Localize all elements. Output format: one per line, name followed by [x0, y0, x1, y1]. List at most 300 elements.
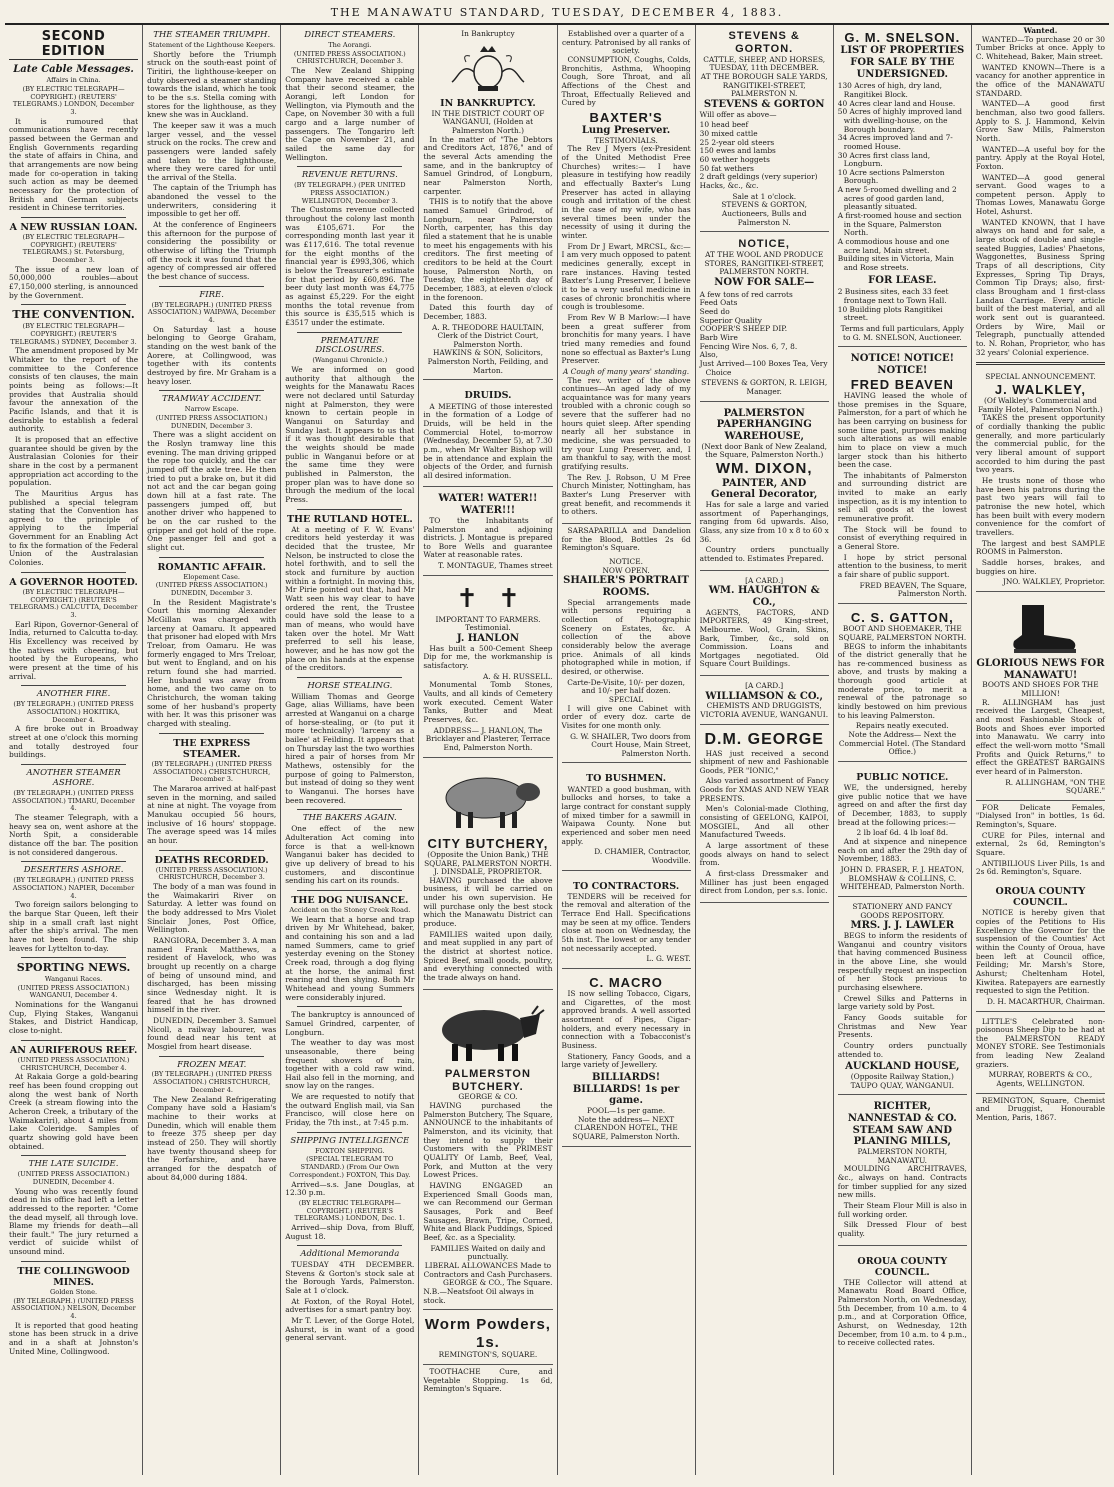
- story-body: At the conference of Engineers this afternoon for the purpose of considering the possibility or otherwise of lifting the Triumph off the rock it was found that the agency of compressed air offered the best chance of success.: [147, 220, 277, 282]
- ad-title: CITY BUTCHERY,: [427, 835, 549, 851]
- column-3: [281, 25, 419, 1475]
- walkley-ad: [976, 370, 1105, 592]
- list-item: 10 head beef: [699, 120, 749, 130]
- ad-subtitle: BOOTS AND SHOES FOR THE MILLION!: [982, 680, 1099, 698]
- ad-subtitle: NOW FOR SALE—: [714, 277, 815, 289]
- ad-body: A large assortment of these goods always on hand to select from.: [699, 841, 829, 868]
- ad-body: Monumental Tomb Stones, Vaults, and all kinds of Cemetery work executed. Cement Water Tanks, Butter and Meat Preserves, &c.: [423, 680, 553, 725]
- wool-stores-ad: [700, 235, 829, 401]
- story-title: AN AURIFEROUS REEF.: [9, 1044, 138, 1056]
- ad-title: Worm Powders, 1s.: [424, 1316, 551, 1351]
- story-meta: (UNITED PRESS ASSOCIATION.) WANGANUI, December 4.: [17, 983, 130, 1000]
- ad-address: ADDRESS— J. HANLON, The Bricklayer and Plasterer, Terrace End, Palmerston North.: [425, 725, 551, 752]
- ad-subtitle: (Next door Bank of New Zealand, the Square, Palmerston North.): [701, 441, 828, 460]
- ad-title: WM. HAUGHTON & CO.,: [708, 585, 820, 608]
- story-title: THE RUTLAND HOTEL.: [286, 513, 413, 525]
- ad-sale-time: Sale at 1 o'clock.: [732, 191, 797, 201]
- testimonials-title: TESTIMONIALS.: [594, 135, 658, 145]
- ad-body: A first-class Dressmaker and Milliner has just been engaged direct from London, per s.s. Ionic.: [699, 869, 829, 896]
- story-subtitle: Wanganui Races.: [44, 975, 103, 984]
- testimonial: The Rev. J. Robson, U M Free Church Minister, Nottingham, has Baxter's Lung Preserver with great benefit, and recommends it to others.: [561, 472, 691, 517]
- remington-ad: CURE for Piles, internal and external, 2s 6d, Remington's Square.: [975, 830, 1105, 858]
- ad-body: Special arrangements made with persons requiring a collection of Photographic Scenery on Estates, &c. A collection of the above considerably below the average price. Animals of all kinds photographed while in motion, if desired, or otherwise.: [561, 597, 691, 676]
- ad-body: CONSUMPTION, Coughs, Colds, Bronchitis, Asthma, Whooping Cough, Sore Throat, and all Affections of the Chest and Throat, Effectually Relieved and Cured by: [561, 54, 691, 108]
- shailer-ad: [562, 555, 691, 764]
- haughton-ad: [700, 574, 829, 677]
- boot-icon: [976, 601, 1105, 655]
- story-body: The New Zealand Refrigerating Company have sold a Hasiam's machine to their works at Dunedin, which will enable them to freeze 375 sheep per day instead of 250. They will shortly have twenty thousand sheep for the Forfarshire, and have arranged for the despatch of about 84,000 during 1884.: [147, 1094, 277, 1182]
- story-body: At Rakaia Gorge a gold-bearing reef has been found cropping out along the west bank of North Creek (a stream flowing into the Acheron Creek, a tributary of the Waimakariri), about 4 miles from Lake Coleridge. Samples of quartz showing gold have been obtained.: [9, 1072, 139, 1151]
- ad-body: WANTED a good bushman, with bullocks and horses, to take a large contract for constant supply of mixed timber for a sawmill in Waipawa County. None but experienced and sober men need apply.: [561, 784, 691, 846]
- lease-list: [838, 288, 967, 323]
- story-body: One effect of the new Adulteration Act coming into force is that a well-known Wanganui baker has decided to give up delivery of bread to his customers, and discontinue sending his cart on its rounds.: [285, 824, 415, 886]
- story-meta: (BY TELEGRAPH.) (UNITED PRESS ASSOCIATION.) TIMARU, December 4.: [12, 788, 135, 813]
- ad-top: Established over a quarter of a century. Patronised by all ranks of society.: [562, 29, 691, 56]
- ad-title: NOTICE,: [738, 238, 790, 251]
- story-title: THE EXPRESS STEAMER.: [173, 737, 251, 760]
- ad-subtitle: Testimonial.: [465, 623, 511, 633]
- ad-families: FAMILIES Waited on daily and punctually.: [430, 1243, 546, 1262]
- section-heading: Wanted.: [1023, 26, 1058, 35]
- contractors-ad: [562, 874, 691, 969]
- list-item: 50 Acres of highly improved land with dwelling-house, on the Borough boundary.: [837, 107, 963, 134]
- ad-signature: G. W. SHAILER, Two doors from Court House, Main Street, Palmerston North.: [570, 731, 691, 758]
- story-title: DEATHS RECORDED.: [154, 854, 269, 866]
- ad-signature: JNO. WALKLEY, Proprietor.: [1002, 577, 1105, 587]
- ad-title: DRUIDS.: [464, 390, 512, 402]
- ad-body: Silk Dressed Flour of best quality.: [837, 1220, 967, 1238]
- ad-signature: A. & H. RUSSELL.: [483, 671, 553, 681]
- ad-body: Their Steam Flour Mill is also in full working order.: [837, 1200, 967, 1219]
- ad-subtitle: BOOT AND SHOEMAKER, THE SQUARE, PALMERSTON NORTH.: [838, 624, 967, 642]
- story-meta: (BY TELEGRAPH.) (UNITED PRESS ASSOCIATION.) CHRISTCHURCH, December 4.: [151, 1070, 272, 1094]
- ad-title: STEVENS & GORTON.: [728, 30, 800, 55]
- baxter-ad: [562, 27, 691, 524]
- story-title: THE STEAMER TRIUMPH.: [153, 30, 271, 40]
- ad-subtitle: (Of Walkley's Commercial and Family Hotel, Palmerston North.): [978, 396, 1103, 414]
- stock-list: [700, 121, 829, 190]
- story-body: The Mauritius Argus has published a special telegram stating that the Convention has agreed to the principle of applying to the Imperial Government for an Enabling Act to fix the formation of the Federal Union of the Australasian Colonies.: [9, 488, 139, 568]
- story-body: TUESDAY 4TH DECEMBER. Stevens & Gorton's stock sale at the Borough Yards, Palmerston. Sale at 1 o'clock.: [285, 1260, 415, 1296]
- list-item: 30 mixed cattle: [699, 129, 758, 138]
- story-meta: (UNITED PRESS ASSOCIATION.) CHRISTCHURCH, December 4.: [17, 1055, 130, 1072]
- story-title: DIRECT STEAMERS.: [304, 30, 396, 40]
- story-meta: (BY ELECTRIC TELEGRAPH—COPYRIGHT.) (REUTERS' TELEGRAMS.) St. Petersburg, December 3.: [22, 232, 125, 265]
- story-title: THE DOG NUISANCE.: [291, 894, 409, 906]
- story-body: At a meeting of F. W. Evans' creditors held yesterday it was decided that the trustee, Mr Nelson, be instructed to close the hotel forthwith, and to sell the stock and furniture by auction within a fortnight. In moving this, Mr Pirie pointed out that, had Mr Watt seen his way clear to have ordered the rent, the Trustee could have sold the lease to a man of means, who would have taken over the hotel. Mr Watt preferred to sell his lease, however, and he has now got the place on his hands at the expense of the creditors.: [285, 524, 415, 673]
- list-item: 50 fat wethers: [699, 163, 754, 173]
- story-title: THE BAKERS AGAIN.: [302, 813, 397, 824]
- story-title: FIRE.: [199, 289, 224, 300]
- story-body: The issue of a new loan of 50,000,000 roubles—about £7,150,000 sterling, is announced by the Government.: [9, 264, 139, 300]
- ad-title: TO BUSHMEN.: [586, 773, 667, 785]
- edition-title: SECOND EDITION: [9, 29, 138, 60]
- story-body: We are requested to notify that the outward English mail, via San Francisco, will close here on Friday, the 7th inst., at 7:45 p.m.: [285, 1092, 415, 1128]
- ad-body: Country orders punctually attended to.: [837, 1040, 967, 1059]
- druids-ad: [423, 383, 552, 487]
- sheep-icon: [423, 768, 552, 832]
- testimonial: From Rev W B Marlow:—I have been a great sufferer from bronchitis for many years. I have tried many remedies and found none so effectual as Baxter's Lung Preserver.: [561, 312, 691, 366]
- ad-prices: Carte-De-Visite, 10/- per dozen, and 10/- per half dozen.: [567, 677, 685, 696]
- ad-signature: D. CHAMIER, Contractor, Woodville.: [594, 847, 691, 865]
- story-title: FROZEN MEAT.: [177, 1059, 247, 1070]
- ad-body: Fancy Goods suitable for Christmas and New Year Presents.: [837, 1012, 967, 1040]
- story-title: Affairs in China.: [46, 76, 101, 85]
- list-item: Barb Wire: [699, 333, 738, 343]
- ad-title: MRS. J. J. LAWLER: [850, 920, 955, 932]
- story-body: The steamer Telegraph, with a heavy sea on, went ashore at the North Spit, a considerable distance off the bar. The position is not considered dangerous.: [9, 812, 139, 857]
- ad-subtitle: REMINGTON'S, SQUARE.: [438, 1350, 538, 1360]
- ad-subtitle: (Opposite the Union Bank,) THE SQUARE, PALMERSTON NORTH.: [424, 849, 552, 868]
- ad-pool: POOL—1s per game.: [587, 1106, 666, 1116]
- story-title: DESERTERS ASHORE.: [23, 865, 124, 876]
- property-list: [838, 82, 967, 272]
- card-label: [A CARD.]: [745, 681, 784, 691]
- remington-ad: REMINGTON, Square, Chemist and Druggist, Honourable Mention, Paris, 1867.: [975, 1095, 1105, 1123]
- ad-location: AT THE BOROUGH SALE YARDS, RANGITIKEI-STREET, PALMERSTON N.: [700, 72, 828, 99]
- card-label: [A CARD.]: [745, 575, 784, 585]
- story-body: Arrived—ship Dova, from Bluff, August 18.: [285, 1222, 415, 1241]
- masthead: THE MANAWATU STANDARD, TUESDAY, DECEMBER 4, 1883.: [5, 4, 1109, 25]
- court-name: IN THE DISTRICT COURT OF WANGANUI, (Holden at Palmerston North.): [431, 108, 545, 136]
- story-meta: (Wanganui Chronicle.): [312, 356, 388, 365]
- story-title: SPORTING NEWS.: [16, 961, 131, 975]
- ad-billiards: BILLIARDS! BILLIARDS! 1s per game.: [572, 1071, 680, 1107]
- allingham-ad: [976, 595, 1105, 801]
- lawler-ad: [838, 900, 967, 1095]
- remington-ad: FOR Delicate Females, "Dialysed Iron" in bottles, 1s 6d. Remington's, Square.: [975, 802, 1105, 830]
- list-item: A new 5-roomed dwelling and 2 acres of good garden land, pleasantly situated.: [837, 185, 957, 212]
- notice-title: IN BANKRUPTCY.: [440, 97, 536, 109]
- story-title: ANOTHER STEAMER ASHORE.: [26, 767, 121, 788]
- story-subtitle: Elopement Case.: [183, 572, 240, 581]
- list-item: Hacks, &c., &c.: [699, 180, 759, 190]
- story-body: The Mararoa arrived at half-past seven in the morning, and sailed at nine at night. The voyage from Manukau occupied 56 hours, inclusive of 16 hours' stoppage. The average speed was 14 miles an hour.: [147, 783, 277, 845]
- bushmen-ad: [562, 766, 691, 870]
- oroua-petition-ad: [976, 879, 1105, 1011]
- list-item: COOPER'S SHEEP DIP.: [699, 324, 788, 334]
- lease-title: FOR LEASE.: [868, 274, 937, 286]
- story-body: DUNEDIN, December 3. Samuel Nicoll, a railway labourer, was found dead near his tent at Mosgiel from heart disease.: [147, 1015, 277, 1051]
- ad-offer: Will offer as above—: [699, 109, 777, 119]
- ad-trade: PAINTER, AND General Decorator,: [710, 477, 818, 501]
- wanted-ad: WANTED—A useful boy for the pantry. Apply at the Royal Hotel, Foxton.: [975, 144, 1105, 171]
- ad-signature: STEVENS & GORTON, R. LEIGH, Manager.: [701, 378, 828, 396]
- ad-repairs: Repairs neatly executed.: [855, 721, 949, 731]
- ad-proprietor: J. DINSDALE, PROPRIETOR.: [433, 867, 542, 877]
- column-5: [558, 25, 696, 1475]
- stevens-gorton-ad: [700, 27, 829, 232]
- ad-location: AT THE WOOL AND PRODUCE STORES, RANGITIKEI-STREET, PALMERSTON NORTH.: [704, 250, 824, 277]
- ad-body: I will give one Cabinet with order of every doz. carte de Visites for one month only.: [561, 703, 691, 730]
- ad-signature: T. MONTAGUE, Thames street: [438, 561, 553, 571]
- remington-ad: ANTIBILIOUS Liver Pills, 1s and 2s 6d. Remington's, Square.: [975, 858, 1105, 877]
- story-body: It is proposed that an effective guarantee should be given by the Australasian Colonies for their share in the cost by a permanent appropriation act according to the population.: [9, 434, 139, 488]
- ad-title: G. M. SNELSON.: [844, 30, 961, 45]
- ad-body: NOTICE is hereby given that copies of the Petitions to His Excellency the Governor for the suspension of the Counties' Act within the County of Oroua, have been left at Council office, Feilding; Mr. Marsh's Store, Ashurst; Cheltenham Hotel, Kiwitea. Ratepayers are earnestly requested to sign the Petition.: [975, 908, 1105, 996]
- list-item: A few tons of red carrots: [699, 289, 793, 299]
- ad-body: HAVING purchased the above business, it will be carried on under his own supervision. He will purchase only the best stock which the Manawatu District can produce.: [423, 875, 553, 929]
- ad-address: Note the Address— Next the Commercial Hotel. (The Standard Office.): [838, 730, 966, 757]
- ad-signature: FRED BEAVEN, The Square, Palmerston North.: [859, 580, 967, 599]
- list-item: Also,: [699, 350, 718, 360]
- story-title: THE COLLINGWOOD MINES.: [17, 1265, 130, 1288]
- story-body: At Foxton, of the Royal Hotel, advertises for a smart pantry boy.: [285, 1296, 415, 1315]
- wanted-ad: WANTED—To purchase 20 or 30 Tumber Bricks at once. Apply to C. Whitehead, Baker, Main street.: [975, 34, 1105, 61]
- story-body: Mr T. Lever, of the Gorge Hotel, Ashurst, is in want of a good general servant.: [285, 1316, 415, 1343]
- notice-body: In the matter of "The Debtors and Creditors Act, 1876," and of the several Acts amending the same, and in the bankruptcy of Samuel Grindrod, of Longburn, near Palmerston North, carpenter.: [423, 134, 553, 196]
- story-meta: (BY TELEGRAPH.) (UNITED PRESS ASSOCIATION.) NELSON, December 4.: [11, 1296, 136, 1321]
- story-body: A fire broke out in Broadway street at one o'clock this morning and totally destroyed four buildings.: [9, 724, 139, 760]
- ad-title: WATER! WATER!! WATER!!!: [438, 493, 538, 517]
- story-meta: (BY TELEGRAPH.) (UNITED PRESS ASSOCIATION.) HOKITIKA, December 4.: [13, 700, 134, 724]
- story-title: ROMANTIC AFFAIR.: [157, 561, 266, 573]
- list-item: 60 wether hoggets: [699, 154, 770, 164]
- ad-body: I hope by strict personal attention to the business, to merit a fair share of public support.: [837, 552, 967, 580]
- ad-special: SPECIAL: [608, 694, 644, 704]
- story-title: THE CONVENTION.: [12, 308, 135, 322]
- ad-names: GEORGE & CO.: [458, 1092, 518, 1102]
- wanted-ad: WANTED KNOWN, that I have always on hand and for sale, a large stock of double and single-seated Buggies, Ladies' Phaetons, Waggonettes, Business Spring Traps of all descriptions, City Expresses, Spring Tip Drays, Common Tip Drays; also, first-class Brougham and 1 first-class Landau Carriage. Every article built of the best material, and all work sent out is guaranteed. Orders by Wire, Mail or Telegraph, punctually attended to. N. Rohan, Proprietor, who has 32 years' Colonial experience.: [975, 217, 1105, 357]
- ad-body: MOULDING ARCHITRAVES, &c., always on hand. Contracts for timber supplied for any sized new mills.: [837, 1164, 967, 1200]
- column-4: [419, 25, 557, 1475]
- story-meta: (BY TELEGRAPH.) (PER UNITED PRESS ASSOCIATION.) WELLINGTON, December 3.: [294, 181, 406, 205]
- story-subtitle: The Aorangi.: [328, 40, 372, 49]
- ad-body: BEGS to inform the inhabitants of the district generally that he has re-commenced business as above, and trusts by making a thorough good article at moderate price, to merit a renewal of the patronage so kindly bestowed on him previous to his leaving Palmerston.: [837, 641, 967, 720]
- public-notice: [838, 765, 967, 897]
- ad-subtitle: STATIONERY AND FANCY GOODS REPOSITORY.: [852, 902, 953, 920]
- list-item: 10 Acre sections Palmerston Borough.: [837, 167, 945, 186]
- ad-body: HAVING ENGAGED an Experienced Small Goods man, we can Recommend our German Sausages, Pork and Beef Sausages, Brawn, Tripe, Corned, White and Black Puddings, Spiced Beef, &c. as a Speciality.: [423, 1180, 553, 1242]
- ad-subtitle: CATTLE, SHEEP, AND HORSES, TUESDAY, 11th DECEMBER.: [703, 54, 826, 73]
- ad-signature: GEORGE & CO., The Square.: [443, 1278, 553, 1288]
- ad-signature: R. ALLINGHAM, "ON THE SQUARE.": [1005, 777, 1105, 796]
- story-body: It is reported that good heating stone has been struck in a drive and in a shaft at Johnston's United Mine, Collingwood.: [9, 1320, 139, 1356]
- story-meta: (BY ELECTRIC TELEGRAPH—COPYRIGHT.) (REUTER'S TELEGRAMS.) SYDNEY, December 3.: [10, 322, 137, 346]
- ad-location: PALMERSTON NORTH, MANAWATU.: [857, 1146, 948, 1165]
- story-body: Two foreign sailors belonging to the barque Star Queen, left their ship in a small craft last night after the ship's arrival. The men have not been found. The ship leaves for Lyttelton to-day.: [9, 900, 139, 953]
- column-6: [696, 25, 834, 1475]
- story-body: The body of a man was found in the Waimakariri River on Saturday. A letter was found on the body addressed to Mrs Violet Sinclair Jones, Post Office, Wellington.: [147, 882, 277, 935]
- ad-store: AUCKLAND HOUSE,: [845, 1061, 960, 1073]
- notice-body: And at sixpence and ninepence each on and after the 29th day of November, 1883.: [837, 837, 967, 864]
- story-title: TRAMWAY ACCIDENT.: [161, 394, 262, 405]
- ad-title: WILLIAMSON & CO.,: [705, 690, 823, 702]
- ad-body: The Stock will be found to consist of everything required in a General Store.: [837, 524, 967, 552]
- ad-body: THE Collector will attend at Manawatu Road Board Office, Palmerston North, on Wednesday, 5th December, from 10 a.m. to 4 p.m., and at Corporation Office, Ashurst, on Wednesday, 12th December, from 10 a.m. to 4 p.m., to receive collected rates.: [837, 1277, 967, 1348]
- story-body: We are informed on good authority that although the weights for the Manawatu Races were not declared until Saturday night at Palmerston, they were known to certain people in Wanganui on Saturday and Sunday last. It appears to us that if it was thought desirable that the weights should be made public in Wanganui before or at the same time they were published in Palmerston, the proper plan was to have done so through the medium of the local Press.: [285, 365, 415, 504]
- list-item: 10 Building plots Rangitikei street.: [837, 304, 943, 323]
- ad-title: C. MACRO: [589, 974, 663, 990]
- notice-body: THIS is to notify that the above named Samuel Grindrod, of Longburn, near Palmerston North, carpenter, has this day filed a statement that he is unable to meet his engagements with his creditors. The first meeting of creditors to be held at the Court house, Palmerston North, on Tuesday, the eighteenth day of December, 1883, at eleven o'clock in the forenoon.: [423, 197, 553, 302]
- ad-body: TO the Inhabitants of Palmerston and adjoining districts. J. Montague is prepared to Bore Wells and guarantee Water at reasonable rates.: [423, 515, 553, 560]
- story-meta: (SPECIAL TELEGRAM TO STANDARD.) (From Our Own Correspondent.) FOXTON, This Day.: [289, 1155, 411, 1179]
- column-7: [834, 25, 972, 1475]
- ad-heading: SPECIAL ANNOUNCEMENT.: [985, 372, 1096, 382]
- notice-label: NOTICE.: [609, 556, 643, 566]
- ad-body: TAKES the present opportunity of cordially thanking the public generally, and more particularly the commercial public, for the very liberal amount of support accorded to him during the past two years.: [975, 413, 1105, 475]
- story-body: The captain of the Triumph has abandoned the vessel to the underwriters, considering it impossible to get her off.: [147, 183, 277, 219]
- ad-signature: L. G. WEST.: [646, 954, 691, 964]
- story-body: The New Zealand Shipping Company have received a cable that their second steamer, the Aorangi, left London for Wellington, via Plymouth and the Cape, on November 30 with a full cargo and a large number of passengers. The Tongariro left the Cape on November 21, and sailed the same day for Wellington.: [285, 66, 415, 162]
- story-body: We learn that a horse and trap driven by Mr Whitehead, baker, and containing his son and a lad named Summers, came to grief yesterday evening on the Stoney Creek road, through a dog flying at the horse, the animal first rearing and then shying. Both Mr Whitehead and young Summers were considerably injured.: [285, 914, 415, 1002]
- story-body: The keeper saw it was a much larger vessel, and the vessel struck on the rocks. The crew and passengers were landed safely and taken to the lighthouse, where they were cared for until the arrival of the Stella.: [147, 120, 277, 182]
- list-item: 150 ewes and lambs: [699, 146, 776, 156]
- story-body: Nominations for the Wanganui Cup, Flying Stakes, Wanganui Stakes, and District Handicap, close to-night.: [9, 1000, 139, 1036]
- notice-solicitors: HAWKINS & SON, Solicitors, Palmerston North, Feilding, and Marton.: [427, 348, 549, 375]
- ad-body: AGENTS, FACTORS, AND IMPORTERS, 49 King-street, Melbourne. Wool, Grain, Skins, Bark, Timber, &c., sold on Commission. Loans and Mortgages negotiated. Old Square Court Buildings.: [699, 607, 829, 669]
- ad-body: HAVING leased the whole of those premises in the Square, Palmerston, for a part of which he has been carrying on business for some time past, purposes making such alterations as will enable him to place on view a much larger stock than his hitherto been the case.: [837, 390, 967, 470]
- ad-title: TO CONTRACTORS.: [572, 880, 680, 892]
- ad-title: OROUA COUNTY COUNCIL.: [995, 886, 1086, 909]
- story-title: A NEW RUSSIAN LOAN.: [9, 221, 138, 233]
- story-title: A GOVERNOR HOOTED.: [9, 576, 138, 588]
- story-body: RANGIORA, December 3. A man named Frank Matthews, a resident of Havelock, who was brought up recently on a charge of being of unsound mind, and discharged, has been missing since Wednesday night. It is feared that he has drowned himself in the river.: [147, 936, 277, 1015]
- list-item: 30 Acres first class land, Longburn.: [837, 150, 931, 169]
- list-item: 34 Acres improved land and 7-roomed House.: [837, 133, 953, 151]
- list-item: 130 Acres of high, dry land, Rangitikei Block.: [837, 81, 942, 99]
- now-open: NOW OPEN.: [602, 565, 650, 575]
- bull-icon: [423, 1000, 552, 1064]
- list-item: 25 2-year old steers: [699, 137, 775, 147]
- ad-address: (Opposite Railway Station,) TAUPO QUAY, WANGANUI.: [850, 1071, 955, 1090]
- story-subtitle: Narrow Escape.: [184, 405, 239, 414]
- snelson-ad: [838, 27, 967, 347]
- story-meta: (UNITED PRESS ASSOCIATION.) DUNEDIN, December 3.: [155, 413, 268, 430]
- story-body: Arrived—s.s. Jane Douglas, at 12.30 p.m.: [285, 1179, 415, 1198]
- story-subtitle: Statement of the Lighthouse Keepers.: [148, 40, 276, 49]
- toothache-ad: TOOTHACHE Cure, and Vegetable Stopping. 1s 6d, Remington's Square.: [423, 1366, 553, 1394]
- list-item: Seed do: [699, 307, 730, 317]
- ad-body: The largest and best SAMPLE ROOMS in Palmerston.: [975, 538, 1105, 557]
- ad-body: HAS just received a second shipment of new and Fashionable Goods, PER "IONIC,": [699, 748, 829, 775]
- ad-name: STEVENS & GORTON: [703, 99, 825, 110]
- story-body: Young who was recently found dead in his office had left a letter addressed to the reporter. "Come the dead myself, all through love. Blame my friends for death—all their fault." The jury returned a verdict of suicide whilst of unsound mind.: [9, 1186, 139, 1257]
- gatton-ad: [838, 607, 967, 762]
- ad-body: IS now selling Tobacco, Cigars, and Cigarettes, of the most approved brands. A well assorted assortment of Pipes, Cigar-holders, and every necessary in connection with a Tobacconist's Business.: [561, 989, 691, 1050]
- story-body: William Thomas and George Gage, alias Williams, have been arrested at Wanganui on a charge of horse-stealing, or (to put it more technically) 'larceny as a bailee' at Feilding. It appears that on Thursday last the two worthies hired a pair of horses from Mr Mathews, ostensibly for the purpose of going to Palmerston, but instead of doing so they went to Wanganui. The horses have been recovered.: [285, 691, 415, 805]
- story-body: The bankruptcy is announced of Samuel Grindred, carpenter, of Longburn.: [285, 1010, 415, 1037]
- story-body: There was a slight accident on the Roslyn tramway line this evening. The man driving gripped the rope too quickly, and the car jumped off the axle tree. He then tried to put a brake on, but it did not act and the car began going down hill at a fast rate. The passengers jumped off, but another driver who happened to be on the car rushed to the gripper and got hold of the rope. One passenger fell and got a slight cut.: [147, 430, 277, 552]
- story-body: The amendment proposed by Mr Whitaker to the report of the committee to the Conference consists of ten clauses, the main points being as follows:—It provides that Australia should favour the annexation of the Pacific Islands, and that it is desirable to establish a federal authority.: [9, 346, 139, 434]
- columns: [5, 25, 1109, 1475]
- story-meta: (UNITED PRESS ASSOCIATION.) CHRISTCHURCH, December 3.: [293, 49, 406, 66]
- ad-address: Note the address— NEXT CLARENDON HOTEL, THE SQUARE, Palmerston North.: [572, 1114, 680, 1141]
- ad-title: J. WALKLEY,: [994, 381, 1087, 397]
- ad-body: HAVING purchased the Palmerston Butchery, The Square, ANNOUNCE to the inhabitants of Palmerston, and its vicinity, that they intend to supply their Customers with the PRIMEST QUALITY Of Lamb, Beef, Veal, Pork, and Mutton at the very Lowest Prices.: [423, 1101, 553, 1180]
- story-title: SHIPPING INTELLIGENCE: [290, 1135, 410, 1146]
- section-heading: Late Cable Messages.: [13, 64, 134, 76]
- story-subtitle: Accident on the Stoney Creek Road.: [289, 905, 411, 914]
- notice-date: Dated this fourth day of December, 1883.: [423, 303, 553, 321]
- story-title: Additional Memoranda: [300, 1249, 400, 1260]
- ad-body: Has built a 500-Cement Sheep Dip for me, the workmanship is satisfactory.: [423, 643, 553, 671]
- story-meta: (BY TELEGRAPH.) (UNITED PRESS ASSOCIATION.) NAPIER, December 4.: [12, 876, 135, 900]
- ad-title: SHAILER'S PORTRAIT ROOMS.: [563, 575, 689, 598]
- story-meta: (UNITED PRESS ASSOCIATION.) CHRISTCHURCH, December 3.: [155, 865, 268, 882]
- ad-body: FAMILIES waited upon daily, and meat supplied in any part of the district at shortest notice. Spiced Beef, small goods, poultry, and everything connected with the trade always on hand.: [423, 929, 553, 983]
- ad-signature: D. H. MACARTHUR, Chairman.: [987, 996, 1105, 1006]
- ad-body: LITTLE'S Celebrated non-poisonous Sheep Dip to be had at the PALMERSTON READY MONEY STORE. See Testimonials from leading New Zealand graziers.: [975, 1016, 1105, 1069]
- story-meta: (UNITED PRESS ASSOCIATION.) DUNEDIN, December 3.: [155, 581, 268, 598]
- ad-body: TENDERS will be received for the removal and alteration of the Terrace End Hall. Specifications may be seen at my office. Tenders close at noon on Wednesday, the 5th inst. The lowest or any tender not necessarily accepted.: [561, 891, 691, 953]
- ad-body: Also varied assortment of Fancy Goods for XMAS AND NEW YEAR PRESENTS.: [699, 776, 829, 803]
- story-title: PREMATURE DISCLOSURES.: [315, 335, 385, 356]
- column-8: [972, 25, 1109, 1475]
- story-body: On Saturday last a house belonging to George Graham, standing on the west bank of the Aorere, at Collingwood, was together with its contents destroyed by fire. Mr Graham is a heavy loser.: [147, 324, 277, 386]
- bankruptcy-notice: [423, 27, 552, 380]
- story-body: Shortly before the Triumph struck on the south-east point of Tiritiri, the lighthouse-keeper on duty observed a steamer standing towards the island, which he took to be the s.s. Stella coming with stores for the lighthouse, as they knew she was in Auckland.: [147, 49, 277, 120]
- ad-name: WM. DIXON,: [715, 459, 813, 477]
- hanlon-ad: [423, 579, 552, 758]
- ad-body: Saddle horses, brakes, and buggies on hire.: [975, 557, 1105, 576]
- newspaper-page: [5, 4, 1109, 1479]
- notice-signature: JOHN D. FRASER, F. J. HEATON, BLOMSHAW & COLLINS, C. WHITEHEAD, Palmerston North.: [840, 865, 965, 892]
- dixon-ad: [700, 405, 829, 571]
- macro-ad: [562, 972, 691, 1147]
- ad-name: J. HANLON: [456, 633, 520, 645]
- ad-title: GLORIOUS NEWS FOR MANAWATU!: [976, 657, 1105, 681]
- ad-body: Men's Colonial-made Clothing, consisting of GEELONG, KAIPOI, MOSGIEL, And all other Manufactured Tweeds.: [699, 804, 829, 840]
- notice-title: PUBLIC NOTICE.: [856, 772, 949, 784]
- notice-body: WE, the undersigned, hereby give public notice that we have agreed on and after the first day of December, 1883, to supply bread at the following prices:—: [837, 783, 967, 827]
- list-item: Just Arrived—100 Boxes Tea, Very Choice: [699, 358, 828, 377]
- story-meta: (BY TELEGRAPH.) (UNITED PRESS ASSOCIATION.) WAIPAWA, December 4.: [147, 300, 276, 325]
- section-heading: In Bankruptcy: [461, 29, 515, 38]
- ad-title: FRED BEAVEN: [850, 376, 954, 392]
- ad-note: N.B.—Neatsfoot Oil always in stock.: [423, 1286, 534, 1305]
- ad-signature: Terms and full particulars, Apply to G. M. SNELSON, Auctioneer.: [840, 324, 964, 342]
- story-meta: (UNITED PRESS ASSOCIATION.) DUNEDIN, December 4.: [17, 1170, 130, 1186]
- story-body: In the Resident Magistrate's Court this morning Alexander McGillan was charged with larceny at Oamaru. It appeared that prisoner had eloped with Mrs Treloar, from Oamaru. He was formerly engaged to Mrs Treloar, but went to England, and on his return found she had married. Her husband was away from home, and the two came on to Christchurch, the woman taking some of her husband's property with her. It was this prisoner was charged with stealing.: [147, 597, 277, 728]
- water-ad: [423, 490, 552, 575]
- ad-body: R. ALLINGHAM has just received the Largest, Cheapest, and most Fashionable Stock of Boots and Shoes ever imported into Manawatu. We carry into effect the well-worn motto "Small Profits and Quick Returns," to effect the GREATEST BARGAINS ever heard of in Palmerston.: [975, 697, 1105, 776]
- story-meta: (BY TELEGRAPH.) (UNITED PRESS ASSOCIATION.) CHRISTCHURCH, December 3.: [151, 759, 272, 784]
- list-item: A first-roomed house and section in the Square, Palmerston North.: [837, 211, 962, 238]
- list-item: Feed Oats: [699, 298, 738, 308]
- list-item: Building sites in Victoria, Main and Rose streets.: [837, 254, 954, 273]
- story-body: Earl Ripon, Governor-General of India, returned to Calcutta to-day. His Excellency was received by the natives with cheering, but hooted by the Europeans, who were present at the time of his arrival.: [9, 619, 139, 681]
- goods-list: [700, 291, 829, 378]
- column-2: [143, 25, 281, 1475]
- ad-title: IMPORTANT TO FARMERS.: [435, 614, 541, 624]
- ad-subtitle: LIST OF PROPERTIES FOR SALE BY THE UNDERSIGNED.: [840, 45, 965, 80]
- ad-title: OROUA COUNTY COUNCIL.: [857, 1255, 948, 1278]
- ad-body: The inhabitants of Palmerston and surrounding district are invited to make an early inspection, as it is my intention to sell all goods at the lowest remunerative profit.: [837, 470, 967, 524]
- story-body: The Customs revenue collected throughout the colony last month was £105,671. For the corresponding month last year it was £117,616. The total revenue for the eight months of the financial year is £993,306, which is below the Treasurer's estimate for that period by £60,896. The beer duty last month was £4,775 as against £5,229. For the eight months the total revenue from this source is £35,515 which is £3517 under the estimate.: [285, 205, 415, 327]
- story-body: It is rumoured that communications have recently passed between the German and English Governments regarding the state of affairs in China, and that arrangements are now being made for co-operation in taking such action as may be deemed necessary for the protection of British and German subjects resident in Chinese territories.: [9, 116, 139, 213]
- oroua-collector-ad: [838, 1249, 967, 1354]
- testimonial: The rev. writer of the above continues—An aged lady of my acquaintance was for many years troubled with a chronic cough so severe that the sufferer had no hours quiet sleep. After spending nearly all her substance in medicine, she was persuaded to try your Lung Preserver, and, I am thankful to say, with the most gratifying results.: [561, 375, 691, 472]
- story-meta: (BY ELECTRIC TELEGRAPH—COPYRIGHT.) (REUTER'S TELEGRAMS.) LONDON, Dec. 1.: [294, 1198, 405, 1223]
- story-meta: (BY ELECTRIC TELEGRAPH—COPYRIGHT.) (REUTER'S TELEGRAMS.) CALCUTTA, December 3.: [9, 587, 138, 619]
- story-title: ANOTHER FIRE.: [36, 689, 111, 700]
- list-item: 2 Business sites, each 33 feet frontage next to Town Hall.: [837, 287, 949, 306]
- notice-prices: 2 lb loaf 6d. 4 lb loaf 8d.: [856, 828, 949, 838]
- ad-body: Country orders punctually attended to. Estimates Prepared.: [699, 545, 829, 563]
- ad-title: BAXTER'S: [589, 109, 663, 125]
- ad-body: Has for sale a large and varied assortment of Paperhangings, ranging from 6d upwards. Also, Glass, any size from 10 x 8 to 60 x 36.: [699, 499, 829, 544]
- story-title: HORSE STEALING.: [307, 680, 393, 691]
- palmerston-butchery-ad: [423, 993, 552, 1310]
- notice-title: NOTICE! NOTICE! NOTICE!: [850, 353, 954, 377]
- testimonial: The Rev J Myers (ex-President of the United Methodist Free Churches) writes:— I have pleasure in testifying how readily and effectually Baxter's Lung Preserver has acted in allaying cough and irritation of the chest in the case of my wife, who has several times been under the necessity of using it during the winter.: [561, 144, 691, 241]
- ad-title: RICHTER, NANNESTAD & CO.: [847, 1101, 957, 1124]
- ad-body: Stationery, Fancy Goods, and a large variety of Jewellery.: [561, 1051, 691, 1070]
- dm-george-ad: [700, 728, 829, 903]
- ad-title: PALMERSTON BUTCHERY.: [444, 1067, 531, 1093]
- beaven-ad: [838, 350, 967, 604]
